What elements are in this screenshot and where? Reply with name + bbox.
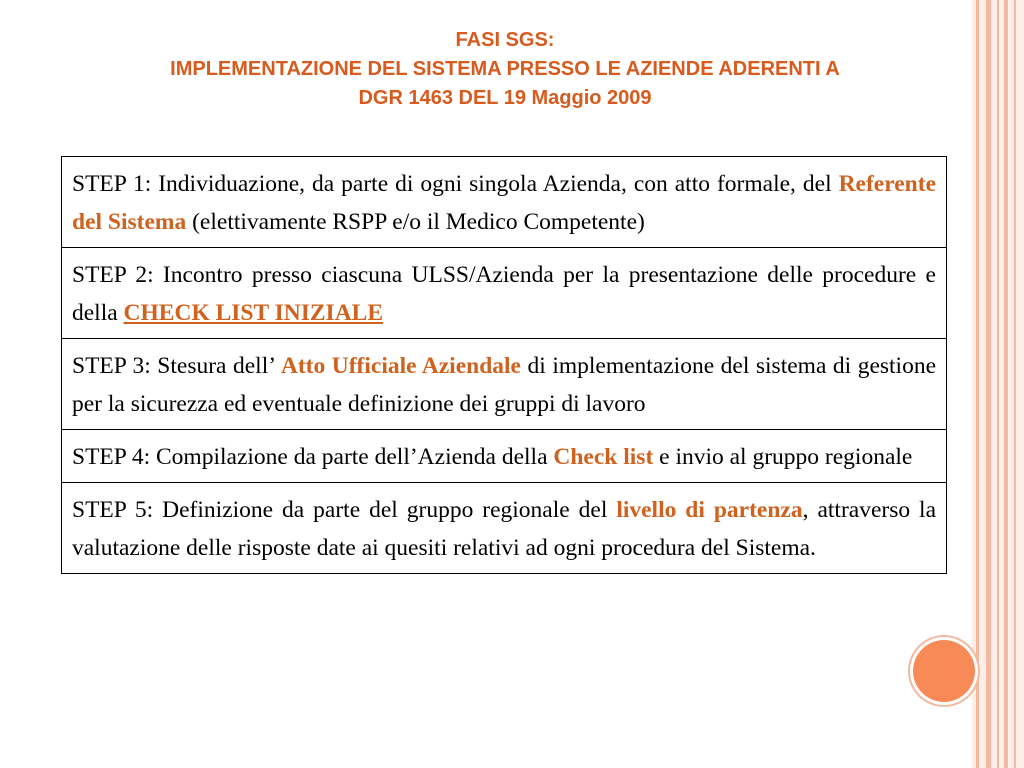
slide-title [40, 26, 970, 113]
step-1-cell [62, 157, 947, 248]
step-1-text-end: (elettivamente RSPP e/o il Medico Competente) [186, 209, 645, 235]
step-row-2 [62, 248, 947, 339]
title-line-2: IMPLEMENTAZIONE DEL SISTEMA PRESSO LE AZIENDE ADERENTI A [170, 58, 840, 80]
step-2-highlight-link[interactable]: CHECK LIST INIZIALE [123, 300, 384, 326]
step-5-text: STEP 5: Definizione da parte del gruppo regionale del [72, 497, 617, 523]
steps-table [61, 156, 947, 574]
step-row-1 [62, 157, 947, 248]
decorative-stripe [997, 0, 999, 768]
step-5-highlight: livello di partenza [616, 497, 803, 523]
decorative-stripe [976, 0, 979, 768]
step-3-text-end: di implementazione del sistema di gestione per la sicurezza ed eventuale definizione dei gruppi di lavoro [72, 353, 937, 417]
step-1-highlight: Referente del Sistema [72, 171, 936, 235]
decorative-stripe [1014, 0, 1016, 768]
step-2-cell [62, 248, 947, 339]
step-2-text: STEP 2: Incontro presso ciascuna ULSS/Azienda per la presentazione delle procedure e della [72, 262, 936, 326]
step-row-4 [62, 430, 947, 483]
step-3-highlight: Atto Ufficiale Aziendale [280, 353, 521, 379]
step-row-3 [62, 339, 947, 430]
step-3-cell [62, 339, 947, 430]
step-4-text-end: e invio al gruppo regionale [653, 444, 913, 470]
step-5-cell [62, 483, 947, 574]
step-1-text: STEP 1: Individuazione, da parte di ogni singola Azienda, con atto formale, del [72, 171, 839, 197]
title-line-3: DGR 1463 DEL 19 Maggio 2009 [358, 87, 652, 109]
step-4-cell [62, 430, 947, 483]
step-row-5 [62, 483, 947, 574]
decorative-stripe [1004, 0, 1008, 768]
step-4-highlight: Check list [553, 444, 654, 470]
title-line-1: FASI SGS: [455, 29, 555, 51]
step-4-text: STEP 4: Compilazione da parte dell’Azienda della [72, 444, 554, 470]
step-5-text-end: , attraverso la valutazione delle risposte date ai quesiti relativi ad ogni procedura del Sistema. [72, 497, 937, 561]
decorative-orb [913, 640, 975, 702]
decorative-stripe [986, 0, 991, 768]
step-3-text: STEP 3: Stesura dell’ [72, 353, 281, 379]
